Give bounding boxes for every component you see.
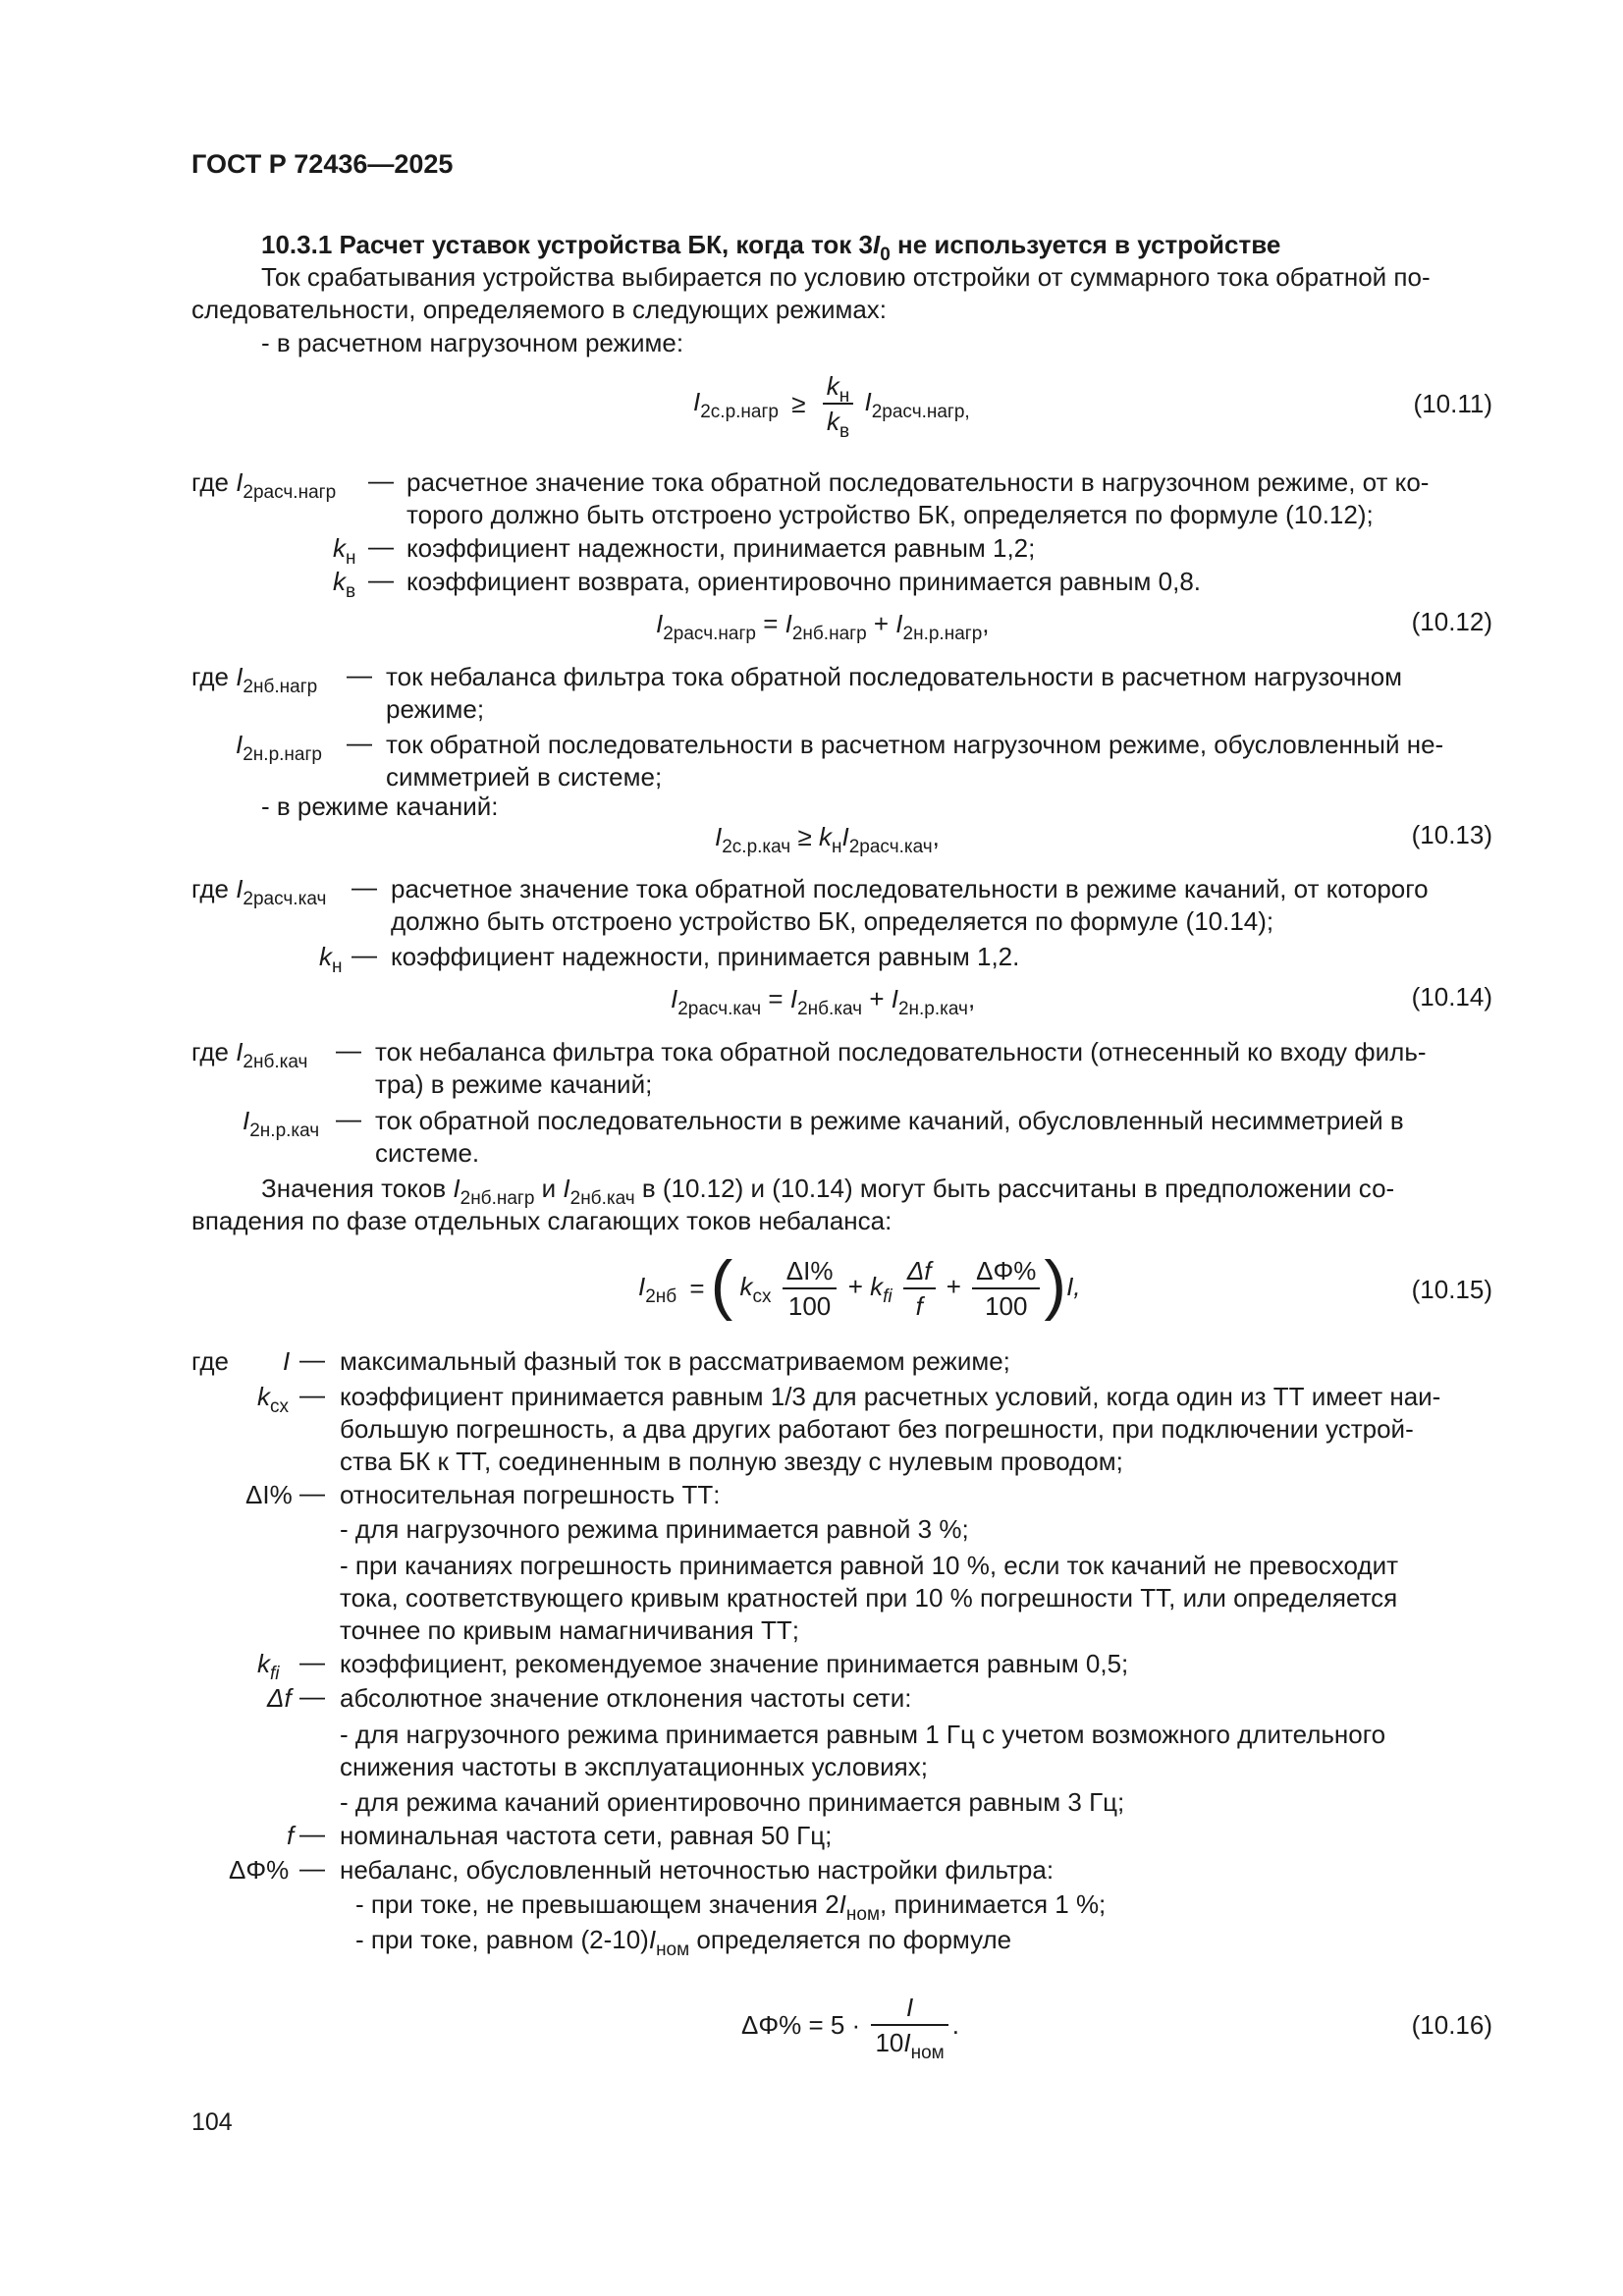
symbol-delta-i: ΔI% [245, 1480, 293, 1509]
definition-dash: — [368, 465, 394, 495]
where-label: где $I_{2нб.нагр}$ [191, 662, 318, 697]
symbol-kcx: $k_{сх}$ [257, 1382, 289, 1417]
definition-text: небаланс, обусловленный неточностью настройки фильтра: [340, 1855, 1055, 1885]
equation-number: (10.12) [1411, 607, 1492, 636]
equation-10-12: $I_{2расч.нагр} = I_{2нб.нагр} + I_{2н.р.нагр}$, [656, 609, 990, 644]
definition-text: коэффициент возврата, ориентировочно принимается равным 0,8. [406, 567, 1202, 596]
definition-text: тока, соответствующего кривым кратностей при 10 % погрешности ТТ, или определяется [340, 1583, 1398, 1613]
equation-number: (10.16) [1411, 2010, 1492, 2040]
definition-text: - при токе, не превышающем значения $2I_{ном}$, принимается 1 %; [355, 1889, 1107, 1925]
intro-line-2: следовательности, определяемого в следующих режимах: [191, 295, 888, 324]
equation-10-11: $I_{2с.р.нагр}$ ≥ $\frac{k_н}{k_в}$ $I_{2расч.нагр,}$ [693, 371, 970, 442]
definition-dash: — [368, 565, 394, 594]
definition-text: должно быть отстроено устройство БК, определяется по формуле (10.14); [391, 906, 1274, 936]
definition-dash: — [347, 728, 372, 757]
page-number: 104 [191, 2108, 233, 2136]
definition-text: абсолютное значение отклонения частоты сети: [340, 1683, 912, 1713]
definition-text: симметрией в системе; [386, 762, 663, 792]
intro-line-1: Ток срабатывания устройства выбирается по условию отстройки от суммарного тока обратной по- [261, 262, 1431, 292]
definition-dash: — [336, 1104, 361, 1133]
definition-text: расчетное значение тока обратной последовательности в нагрузочном режиме, от ко- [406, 467, 1430, 497]
definition-text: ток обратной последовательности в расчетном нагрузочном режиме, обусловленный не- [386, 730, 1444, 759]
definition-dash: — [352, 872, 377, 902]
mode-line: - в режиме качаний: [261, 792, 499, 821]
symbol-kv: $k_в$ [333, 567, 356, 602]
intro-line-3: - в расчетном нагрузочном режиме: [261, 328, 684, 357]
equation-10-13: $I_{2с.р.кач} \ge k_нI_{2расч.кач}$, [715, 822, 940, 857]
paragraph-line: впадения по фазе отдельных слагающих токов небаланса: [191, 1206, 893, 1235]
equation-number: (10.13) [1411, 820, 1492, 849]
equation-number: (10.14) [1411, 982, 1492, 1011]
symbol-delta-phi: ΔΦ% [229, 1855, 290, 1885]
definition-text: коэффициент принимается равным 1/3 для расчетных условий, когда один из ТТ имеет наи- [340, 1382, 1441, 1411]
symbol-I2nrnagr: $I_{2н.р.нагр}$ [236, 730, 322, 765]
definition-dash: — [299, 1681, 325, 1711]
definition-text: - для нагрузочного режима принимается равной 3 %; [340, 1514, 969, 1544]
section-title: 10.3.1 Расчет уставок устройства БК, когда ток $3I_0$ не используется в устройстве [261, 230, 1281, 265]
definition-text: системе. [375, 1138, 480, 1168]
definition-text: расчетное значение тока обратной последовательности в режиме качаний, от которого [391, 874, 1429, 903]
definition-dash: — [352, 940, 377, 969]
definition-dash: — [336, 1035, 361, 1065]
definition-text: ток небаланса фильтра тока обратной последовательности в расчетном нагрузочном [386, 662, 1403, 691]
definition-text: ства БК к ТТ, соединенным в полную звезду с нулевым проводом; [340, 1447, 1123, 1476]
definition-text: - при токе, равном $(2-10)I_{ном}$ определяется по формуле [355, 1925, 1012, 1960]
equation-10-16: ΔΦ% = 5 · $\frac{I}{10I_{ном}}$ . [741, 1993, 959, 2063]
definition-text: ток небаланса фильтра тока обратной последовательности (отнесенный ко входу филь- [375, 1037, 1427, 1066]
definition-text: - при качаниях погрешность принимается равной 10 %, если ток качаний не превосходит [340, 1551, 1399, 1580]
definition-dash: — [299, 1380, 325, 1409]
where-label: где $I_{2расч.нагр}$ [191, 467, 337, 503]
where-label: где $I_{2нб.кач}$ [191, 1037, 308, 1072]
equation-number: (10.11) [1413, 389, 1492, 418]
definition-text: торого должно быть отстроено устройство БК, определяется по формуле (10.12); [406, 500, 1374, 529]
definition-text: коэффициент надежности, принимается равным 1,2. [391, 942, 1020, 971]
equation-number: (10.15) [1411, 1275, 1492, 1304]
definition-text: большую погрешность, а два других работают без погрешности, при подключении устрой- [340, 1414, 1414, 1444]
paragraph-line: Значения токов $I_{2нб.нагр}$ и $I_{2нб.кач}$ в (10.12) и (10.14) могут быть рассчитаны в предположении со- [261, 1174, 1395, 1209]
definition-text: режиме; [386, 694, 485, 724]
definition-dash: — [299, 1819, 325, 1848]
symbol-kn: $k_н$ [319, 942, 343, 977]
symbol-I: I [283, 1346, 291, 1376]
definition-text: коэффициент надежности, принимается равным 1,2; [406, 533, 1036, 563]
definition-text: коэффициент, рекомендуемое значение принимается равным 0,5; [340, 1649, 1129, 1678]
symbol-kn: $k_н$ [333, 533, 356, 569]
where-label: где [191, 1346, 229, 1376]
definition-text: тра) в режиме качаний; [375, 1069, 653, 1099]
definition-text: - для режима качаний ориентировочно принимается равным 3 Гц; [340, 1787, 1125, 1817]
symbol-delta-f: Δf [267, 1683, 292, 1713]
definition-text: - для нагрузочного режима принимается равным 1 Гц с учетом возможного длительного [340, 1720, 1386, 1749]
definition-dash: — [299, 1478, 325, 1507]
definition-dash: — [299, 1344, 325, 1374]
definition-text: относительная погрешность ТТ: [340, 1480, 721, 1509]
definition-text: снижения частоты в эксплуатационных условиях; [340, 1752, 928, 1781]
definition-text: номинальная частота сети, равная 50 Гц; [340, 1821, 833, 1850]
definition-dash: — [299, 1647, 325, 1676]
where-label: где $I_{2расч.кач}$ [191, 874, 327, 909]
definition-dash: — [368, 531, 394, 561]
definition-text: точнее по кривым намагничивания ТТ; [340, 1615, 800, 1645]
definition-text: максимальный фазный ток в рассматриваемом режиме; [340, 1346, 1010, 1376]
symbol-kfi: $k_{fi}$ [257, 1649, 280, 1684]
equation-10-15: $I_{2нб}$ =( $k_{сх}$ $\frac{\Delta I\%}{100}$ + $k_{fi}$ $\frac{\Delta f}{f}$ + $\frac{\Delta\Phi\%}{100}$ )I, [638, 1247, 1081, 1322]
definition-dash: — [347, 660, 372, 689]
equation-10-14: $I_{2расч.кач} = I_{2нб.кач} + I_{2н.р.кач}$, [671, 984, 976, 1019]
symbol-f: f [287, 1821, 295, 1850]
symbol-I2nrkach: $I_{2н.р.кач}$ [243, 1106, 320, 1141]
document-header: ГОСТ Р 72436—2025 [191, 149, 454, 179]
definition-text: ток обратной последовательности в режиме качаний, обусловленный несимметрией в [375, 1106, 1404, 1135]
definition-dash: — [299, 1853, 325, 1883]
